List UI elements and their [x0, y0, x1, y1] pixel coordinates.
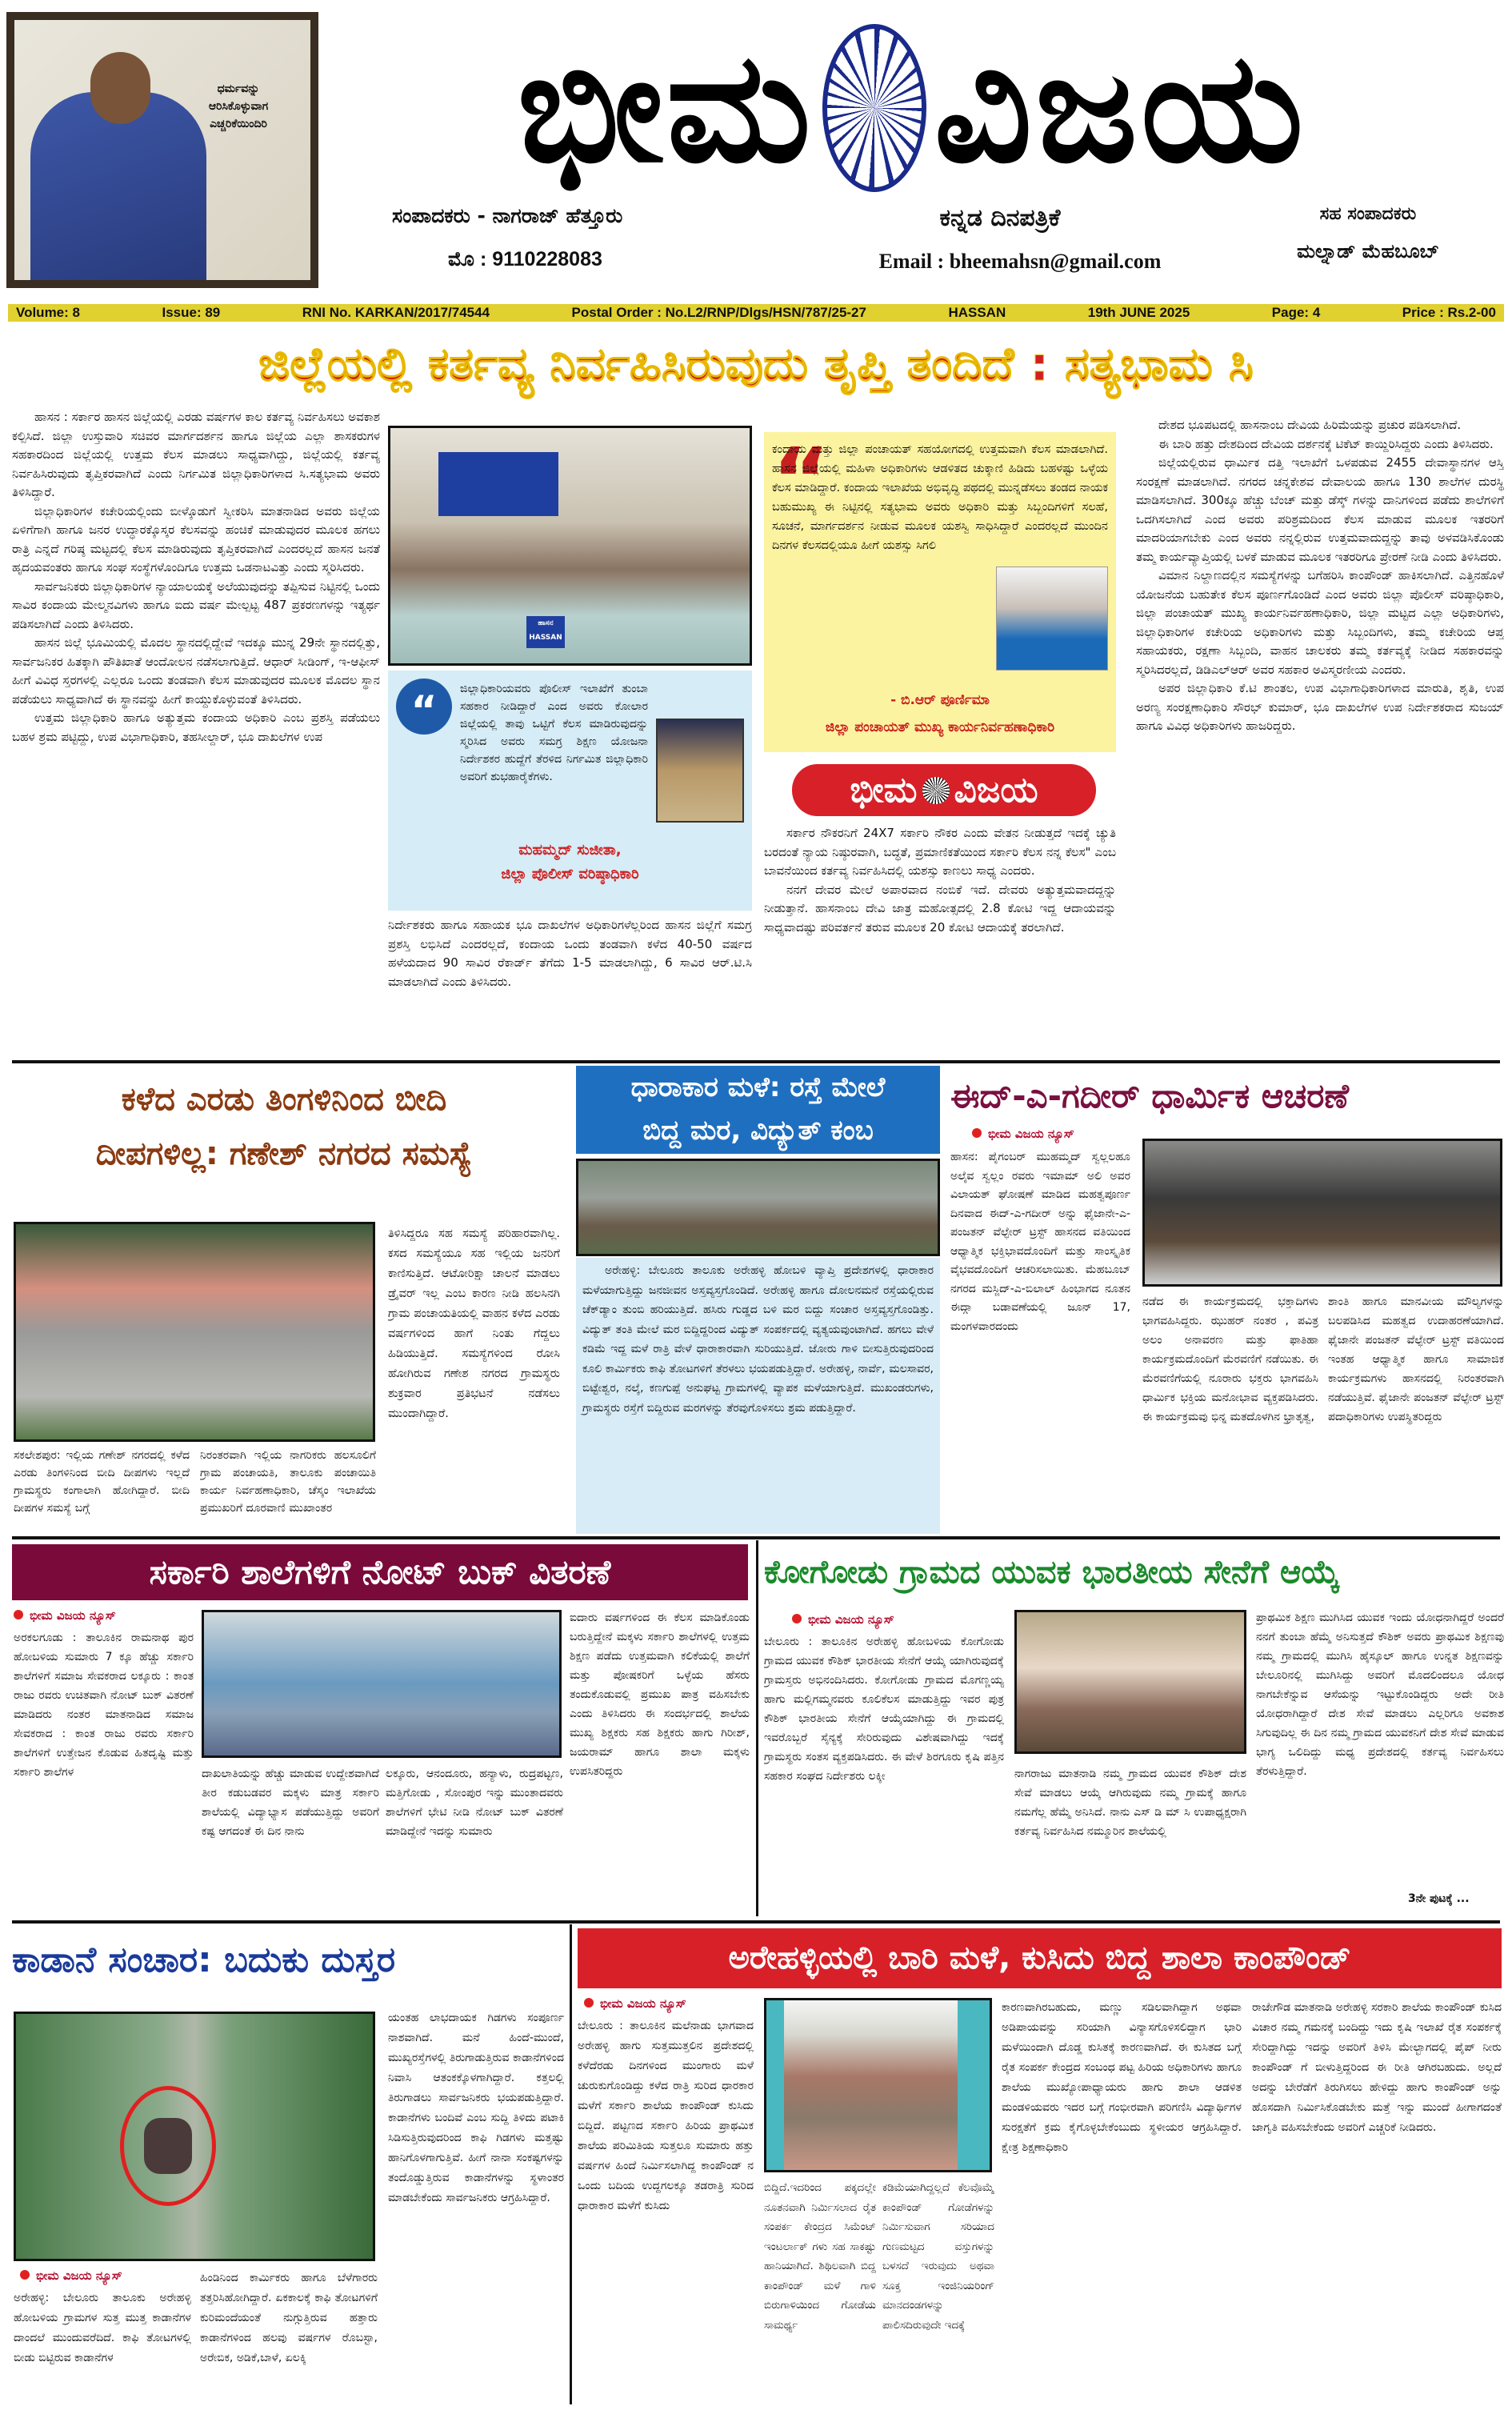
rni-number: RNI No. KARKAN/2017/74544: [302, 305, 490, 320]
lead-column-3: [764, 824, 1116, 1040]
sp-name: ಮಹಮ್ಮದ್ ಸುಜೀತಾ,: [518, 842, 622, 859]
compound-byline: [584, 1996, 768, 2011]
headline-line: ದೀಪಗಳಿಲ್ಲ: ಗಣೇಶ್ ನಗರದ ಸಮಸ್ಯೆ: [95, 1135, 473, 1172]
issue-info-bar: [8, 304, 1504, 322]
paragraph: ಅಪರ ಜಿಲ್ಲಾಧಿಕಾರಿ ಕೆ.ಟಿ ಶಾಂತಲ, ಉಪ ವಿಭಾಗಾಧಿಕಾರಿಗಳಾದ ಮಾರುತಿ, ಶೃತಿ, ಉಪ ಅರಣ್ಯ ಸಂರಕ್ಷಣಾಧಿಕಾರಿ ಸೌರಭ್ ಕುಮಾರ್, ಭೂ ದಾಖಲೆಗಳ ಉಪ ನಿರ್ದೇಶಕರಾದ ಸುಜಯ್ ಹಾಗೂ ವಿವಿಧ ಅಧಿಕಾರಿಗಳು ಹಾಜರಿದ್ದರು.: [1136, 681, 1504, 733]
byline-text: ಭೀಮ ವಿಜಯ ನ್ಯೂಸ್: [988, 1127, 1074, 1141]
lead-column-2-bottom: ನಿರ್ದೇಶಕರು ಹಾಗೂ ಸಹಾಯಕ ಭೂ ದಾಖಲೆಗಳ ಅಧಿಕಾರಿಗಳೆಲ್ಲರಿಂದ ಹಾಸನ ಜಿಲ್ಲೆಗೆ ಸಮಗ್ರ ಪ್ರಶಸ್ತಿ ಲಭಿಸಿದೆ ಎಂದರಲ್ಲದೆ, ಕಂದಾಯ ಒಂದು ತಂಡವಾಗಿ ಕಳೆದ 40-50 ವರ್ಷದ ಹಳೆಯದಾದ 90 ಸಾವಿರ ರೆಕಾರ್ಡ್ ತೆಗೆದು 1-5 ಮಾಡಲಾಗಿದ್ದು, 6 ಸಾವಿರ ಆರ್.ಟಿ.ಸಿ ಮಾಡಲಾಗಿದೆ ಎಂದು ತಿಳಿಸಿದರು.: [388, 918, 752, 989]
ceo-quote-box: [764, 429, 1116, 752]
notebook-column-3: ಲಕ್ಕೂರು, ಆನಂದೂರು, ಹನ್ಯಾಳು, ರುದ್ರಪಟ್ಟಣ, ಮತ್ತಿಗೋಡು , ಸೋಂಪುರ ಇನ್ನು ಮುಂತಾದವರು ಶಾಲೆಗಳಿಗೆ ಭೇಟಿ ನೀಡಿ ನೋಟ್ ಬುಕ್ ವಿತರಣೆ ಮಾಡಿದ್ದೇನೆ ಇದನ್ನು ಸುಮಾರು: [386, 1767, 563, 1838]
column-divider: [756, 1540, 758, 1916]
eid-column-3: ಶಾಂತಿ ಹಾಗೂ ಮಾನವೀಯ ಮೌಲ್ಯಗಳನ್ನು ಬಲಪಡಿಸಿದ ಮಹತ್ವದ ಉದಾಹರಣೆಯಾಗಿದೆ. ಫೈಜಾನೇ ಪಂಜತನ್ ವೆಲ್ಫೇರ್ ಟ್ರಸ್ಟ್ ವತಿಯಿಂದ ಇಂತಹ ಆಧ್ಯಾತ್ಮಿಕ ಹಾಗೂ ಸಾಮಾಜಿಕ ಕಾರ್ಯಕ್ರಮಗಳು ಹಾಸನದಲ್ಲಿ ನಿರಂತರವಾಗಿ ನಡೆಯುತ್ತಿವೆ. ಫೈಜಾನೇ ಪಂಜತನ್ ವೆಲ್ಫೇರ್ ಟ್ರಸ್ಟ್ ಪದಾಧಿಕಾರಿಗಳು ಉಪಸ್ಥಿತರಿದ್ದರು: [1328, 1295, 1504, 1423]
paragraph: ಜಿಲ್ಲಾಧಿಕಾರಿಗಳ ಕಚೇರಿಯಲ್ಲಿಂದು ಬೀಳ್ಕೊಡುಗೆ ಸ್ವೀಕರಿಸಿ ಮಾತನಾಡಿದ ಅವರು ಜಿಲ್ಲೆಯ ಏಳಿಗೆಗಾಗಿ ಹಾಗೂ ಜನರ ಉದ್ಧಾರಕ್ಕೊಸ್ಕರ ಕೆಲಸವನ್ನು ಹಂಚಿಕೆ ಮಾಡುವುದರ ಮೂಲಕ ಹಗಲು ರಾತ್ರಿ ಎನ್ನದೆ ಗರಿಷ್ಠ ಮಟ್ಟದಲ್ಲಿ ಕೆಲಸ ಮಾಡಿರುವುದು ತೃಪ್ತಿಕರವಾಗಿದೆ ಎಂದರಲ್ಲದೆ ಹಾಸನ ಜನತೆ ಹೃದಯವಂತರು ಹಾಗೂ ಸಂಘ ಸಂಸ್ಥೆಗಳೊಂದಿಗೂ ಉತ್ತಮ ಒಡನಾಟವಿತ್ತು ಎಂದು ಸ್ಮರಿಸಿದರು.: [12, 503, 380, 574]
portrait-head: [90, 52, 150, 124]
small-logo-part1: ಭೀಮ: [850, 770, 918, 811]
paragraph: ಸರ್ಕಾರ ನೌಕರನಿಗೆ 24X7 ಸರ್ಕಾರಿ ನೌಕರ ಎಂದು ವೇತನ ನೀಡುತ್ತದೆ ಇದಕ್ಕೆ ಚ್ಯುತಿ ಬರದಂತೆ ನ್ಯಾಯ ನಿಷ್ಠುರವಾಗಿ, ಬದ್ಧತೆ, ಪ್ರಮಾಣಿಕತೆಯಿಂದ ಸರ್ಕಾರಿ ಕೆಲಸ ನನ್ನ ಕೆಲಸ" ಎಂಬ ಬಾವನೆಯಿಂದ ಕರ್ತವ್ಯ ನಿರ್ವಹಿಸಿದಲ್ಲಿ ಯಶಸ್ಸು ಕಾಣಲು ಸಾಧ್ಯ ಎಂದರು.: [764, 826, 1116, 878]
lead-column-1: [12, 408, 380, 1040]
byline-text: ಭೀಮ ವಿಜಯ ನ್ಯೂಸ್: [600, 1996, 686, 2011]
byline-text: ಭೀಮ ವಿಜಯ ನ್ಯೂಸ್: [36, 2268, 122, 2283]
compound-column-4: ಕಾರಣವಾಗಿರಬಹುದು, ಮಣ್ಣು ಸಡಿಲವಾಗಿದ್ದಾಗ ಅಥವಾ ಅಡಿಪಾಯವನ್ನು ಸರಿಯಾಗಿ ವಿನ್ಯಾಸಗೊಳಿಸಲಿದ್ದಾಗ ಭಾರಿ ಮಳೆಯಿಂದಾಗಿ ದೊಡ್ಡ ಕುಸಿತಕ್ಕೆ ಕಾರಣವಾಗಿದೆ. ಈ ಕುಸಿತದ ಬಗ್ಗೆ ರೈತ ಸಂಪರ್ಕ ಕೇಂದ್ರದ ಸಂಬಂಧ ಪಟ್ಟ ಹಿರಿಯ ಅಧಿಕಾರಿಗಳು ಹಾಗೂ ಶಾಲೆಯ ಮುಖ್ಯೋಪಾಧ್ಯಾಯರು ಹಾಗು ಶಾಲಾ ಆಡಳಿತ ಮಂಡಳಿಯವರು ಇದರ ಬಗ್ಗೆ ಗಂಭೀರವಾಗಿ ಪರಿಗಣಿಸಿ ವಿದ್ಯಾರ್ಥಿಗಳ ಸುರಕ್ಷತೆಗೆ ಕ್ರಮ ಕೈಗೊಳ್ಳಬೇಕೆಂಬುದು ಸ್ಥಳೀಯರ ಆಗ್ರಹಿಸಿದ್ದಾರೆ. ಕ್ಷೇತ್ರ ಶಿಕ್ಷಣಾಧಿಕಾರಿ: [1002, 2001, 1242, 2154]
logo-text-part2: ವಿಜಯ: [934, 19, 1307, 196]
farewell-group-photo: [388, 426, 752, 666]
price: Price : Rs.2-00: [1402, 305, 1496, 320]
city: HASSAN: [948, 305, 1006, 320]
sp-quote-text: ಜಿಲ್ಲಾಧಿಕಾರಿಯವರು ಪೊಲೀಸ್ ಇಲಾಖೆಗೆ ತುಂಬಾ ಸಹಕಾರ ನೀಡಿದ್ದಾರೆ ಎಂದ ಅವರು ಕೋಲಾರ ಜಿಲ್ಲೆಯಲ್ಲಿ ತಾವು ಒಟ್ಟಿಗೆ ಕೆಲಸ ಮಾಡಿರುವುದನ್ನು ಸ್ಮರಿಸಿದ ಅವರು ಸಮಗ್ರ ಶಿಕ್ಷಣ ಯೋಜನಾ ನಿರ್ದೇಶಕರ ಹುದ್ದೆಗೆ ತೆರಳಿದ ನಿರ್ಗಮಿತ ಜಿಲ್ಲಾಧಿಕಾರಿ ಅವರಿಗೆ ಶುಭಹಾರೈಕೆಗಳು.: [460, 683, 648, 783]
newspaper-logo: [328, 16, 1496, 200]
phone-number: ಮೊ : 9110228083: [448, 248, 602, 270]
students-notebook-photo: [202, 1610, 562, 1758]
section-divider: [12, 1920, 1500, 1924]
bullet-icon: [972, 1128, 982, 1138]
ashoka-chakra-icon: [822, 24, 926, 192]
co-editor-name: ಮಲ್ನಾಡ್ ಮೆಹಬೂಬ್: [1297, 240, 1439, 262]
eid-headline[interactable]: ಈದ್-ಎ-ಗದೀರ್ ಧಾರ್ಮಿಕ ಆಚರಣೆ: [950, 1076, 1350, 1115]
eid-column-2: ನಡೆದ ಈ ಕಾರ್ಯಕ್ರಮದಲ್ಲಿ ಭಕ್ತಾದಿಗಳು ಭಾಗವಹಿಸಿದ್ದರು. ಝುಹರ್ ನಂತರ , ಪವಿತ್ರ ಅಲಂ ಅನಾವರಣ ಮತ್ತು ಫಾತಿಹಾ ಕಾರ್ಯಕ್ರಮದೊಂದಿಗೆ ಮೆರವಣಿಗೆ ನಡೆಯಿತು. ಈ ಮೆರವಣಿಗೆಯಲ್ಲಿ ನೂರಾರು ಭಕ್ತರು ಭಾಗವಹಿಸಿ ಧಾರ್ಮಿಕ ಭಕ್ತಿಯ ಮನೋಭಾವ ವ್ಯಕ್ತಪಡಿಸಿದರು. ಈ ಕಾರ್ಯಕ್ರಮವು ಭಿನ್ನ ಮತದೊಳಗಿನ ಭ್ರಾತೃತ್ವ,: [1142, 1295, 1318, 1423]
section-divider: [12, 1060, 1500, 1063]
paragraph: ನನಗೆ ದೇವರ ಮೇಲೆ ಅಪಾರವಾದ ನಂಬಿಕೆ ಇದೆ. ದೇವರು ಅತ್ಯುತ್ತಮವಾದದ್ದನ್ನು ನೀಡುತ್ತಾನೆ. ಹಾಸನಾಂಬ ದೇವಿ ಜಾತ್ರ ಮಹೋತ್ಸದಲ್ಲಿ 2.8 ಕೋಟಿ ಇದ್ದ ಆದಾಯವನ್ನು ಸಾಧ್ಯವಾದಷ್ಟು ಪರಿವರ್ತನೆ ತರುವ ಮೂಲಕ 20 ಕೋಟಿ ಆದಾಯಕ್ಕೆ ತರಲಾಗಿದೆ.: [764, 882, 1116, 935]
street-light-headline[interactable]: [12, 1072, 556, 1184]
quote-icon: “: [772, 429, 830, 531]
notebook-column-1: ಅರಕಲಗೂಡು : ತಾಲೂಕಿನ ರಾಮನಾಥ ಪುರ ಹೋಬಳಿಯ ಸುಮಾರು 7 ಕ್ಕೂ ಹೆಚ್ಚು ಸರ್ಕಾರಿ ಶಾಲೆಗಳಿಗೆ ಸಮಾಜ ಸೇವಕರಾದ ಲಕ್ಕೂರು : ಕಾಂತ ರಾಜು ರವರು ಉಚಿತವಾಗಿ ನೋಟ್ ಬುಕ್ ವಿತರಣೆ ಮಾಡಿದರು ನಂತರ ಮಾತನಾಡಿದ ಸಮಾಜ ಸೇವಕರಾದ : ಕಾಂತ ರಾಜು ರವರು ಸರ್ಕಾರಿ ಶಾಲೆಗಳಿಗೆ ಉತ್ತೇಜನ ಕೊಡುವ ಹಿತದೃಷ್ಟಿ ಮತ್ತು ಸರ್ಕಾರಿ ಶಾಲೆಗಳ: [14, 1631, 194, 1779]
paragraph: ಅರೇಹಳ್ಳಿ: ಬೇಲೂರು ತಾಲೂಕು ಅರೇಹಳ್ಳಿ ಹೋಬಳಿ ವ್ಯಾಪ್ತಿ ಪ್ರದೇಶಗಳಲ್ಲಿ ಧಾರಾಕಾರ ಮಳೆಯಾಗುತ್ತಿದ್ದು ಜನಜೀವನ ಅಸ್ತವ್ಯಸ್ತಗೊಂಡಿದೆ. ಅರೇಹಳ್ಳಿ ಹಾಗೂ ದೋಲನಮನೆ ರಸ್ತೆಯಲ್ಲಿರುವ ಚೆಕ್‌ಡ್ಯಾಂ ತುಂಬಿ ಹರಿಯುತ್ತಿದೆ. ಹಸಿರು ಗುಡ್ಡದ ಬಳಿ ಮರ ಬಿದ್ದು ಸಂಚಾರ ಅಸ್ತವ್ಯಸ್ತಗೊಂಡಿತ್ತು. ವಿದ್ಯುತ್ ತಂತಿ ಮೇಲೆ ಮರ ಬಿದ್ದಿದ್ದರಿಂದ ವಿದ್ಯುತ್ ಸಂಪರ್ಕದಲ್ಲಿ ವ್ಯತ್ಯಯವುಂಟಾಗಿದೆ. ಹಗಲು ವೇಳೆ ಕಡಿಮೆ ಇದ್ದ ಮಳೆ ರಾತ್ರಿ ವೇಳೆ ಧಾರಾಕಾರವಾಗಿ ಸುರಿಯುತ್ತಿದೆ. ಜೋರು ಗಾಳಿ ಬೀಸುತ್ತಿರುವುದರಿಂದ ಕೂಲಿ ಕಾರ್ಮಿಕರು ಕಾಫಿ ತೋಟಗಳಿಗೆ ತೆರಳಲು ಭಯಪಡುತ್ತಿದ್ದಾರೆ. ಅರೇಹಳ್ಳಿ, ನಾರ್ವೆ, ಮಲಸಾವರ, ಬಿಟ್ಟೇಶ್ವರ, ನಲ್ಕೆ, ಕಣಗುಪ್ಪೆ ಅನುಘಟ್ಟ ಗ್ರಾಮಗಳಲ್ಲಿ ವ್ಯಾಪಕ ಮಳೆಯಾಗುತ್ತಿದೆ. ಮುಖಂಡರುಗಳು, ಗ್ರಾಮಸ್ಥರು ರಸ್ತೆಗೆ ಬಿದ್ದಿರುವ ಮರಗಳನ್ನು ತೆರವುಗೊಳಿಸಲು ಶ್ರಮ ಪಡುತ್ತಿದ್ದಾರೆ.: [582, 1264, 934, 1415]
small-logo-badge: [792, 764, 1096, 816]
compound-column-3: ಕಡಿಮೆಯಾಗಿದ್ದಲ್ಲದೆ ಕೆಲವೊಮ್ಮೆ ಕಾಂಪೌಂಡ್ ಗೋಡೆಗಳನ್ನು ನಿರ್ಮಿಸುವಾಗ ಸರಿಯಾದ ಗುಣಮಟ್ಟದ ವಸ್ತುಗಳನ್ನು ಬಳಸದೆ ಇರುವುದು ಅಥವಾ ಸೂಕ್ತ ಇಂಜಿನಿಯರಿಂಗ್ ಮಾನದಂಡಗಳನ್ನು ಪಾಲಿಸದಿರುವುದೇ ಇದಕ್ಕೆ: [882, 2181, 994, 2332]
compound-headline[interactable]: ಅರೇಹಳ್ಳಿಯಲ್ಲಿ ಬಾರಿ ಮಳೆ, ಕುಸಿದು ಬಿದ್ದ ಶಾಲಾ ಕಾಂಪೌಂಡ್: [578, 1928, 1502, 1988]
compound-column-5: ರಾಜೇಗೌಡ ಮಾತನಾಡಿ ಅರೇಹಳ್ಳಿ ಸರಕಾರಿ ಶಾಲೆಯ ಕಾಂಪೌಂಡ್ ಕುಸಿದ ವಿಚಾರ ನಮ್ಮ ಗಮನಕ್ಕೆ ಬಂದಿದ್ದು ಇದು ಕೃಷಿ ಇಲಾಖೆ ರೈತ ಸಂಪರ್ಕಕ್ಕೆ ಸೇರಿದ್ದಾಗಿದ್ದು ಇದನ್ನು ಅವರಿಗೆ ತಿಳಿಸಿ ಮೇಲ್ಭಾಗದಲ್ಲಿ ಪೈಪ್ ನೀರು ಕಾಂಪೌಂಡ್ ಗೆ ಬೀಳುತ್ತಿದ್ದರಿಂದ ಈ ರೀತಿ ಆಗಿರಬಹುದು. ಅಲ್ಲದೆ ಅದನ್ನು ಬೇರೆಡೆಗೆ ತಿರುಗಿಸಲು ಹೇಳಿದ್ದು ಹಾಗು ಕಾಂಪೌಂಡ್ ಅನ್ನು ಹೊಸದಾಗಿ ನಿರ್ಮಿಸಿಕೊಡಬೇಕು ಮತ್ತೆ ಇನ್ನು ಮುಂದೆ ಹೀಗಾಗದಂತೆ ಜಾಗೃತಿ ವಹಿಸಬೇಕೆಂದು ಅವರಿಗೆ ಎಚ್ಚರಿಕೆ ನೀಡಿದರು.: [1252, 2001, 1502, 2134]
street-column-2: ನಿರಂತರವಾಗಿ ಇಲ್ಲಿಯ ನಾಗರಿಕರು ಹಲಸೂಲಿಗೆ ಗ್ರಾಮ ಪಂಚಾಯತಿ, ತಾಲೂಕು ಪಂಚಾಯಿತಿ ಕಾರ್ಯ ನಿರ್ವಹಣಾಧಿಕಾರಿ, ಚೆಸ್ಕಂ ಇಲಾಖೆಯ ಪ್ರಮುಖರಿಗೆ ದೂರವಾಣಿ ಮುಖಾಂತರ: [200, 1449, 376, 1515]
logo-text-part1: ಭೀಮ: [517, 19, 814, 196]
fallen-tree-photo: [576, 1159, 940, 1256]
byline-text: ಭೀಮ ವಿಜಯ ನ್ಯೂಸ್: [30, 1608, 116, 1623]
email-address[interactable]: Email : bheemahsn@gmail.com: [878, 250, 1162, 273]
quote-icon: “: [396, 679, 452, 735]
army-recruit-photo: [1014, 1610, 1246, 1754]
lead-headline[interactable]: ಜಿಲ್ಲೆಯಲ್ಲಿ ಕರ್ತವ್ಯ ನಿರ್ವಹಿಸಿರುವುದು ತೃಪ್ತಿ ತಂದಿದೆ : ಸತ್ಯಭಾಮ ಸಿ: [258, 337, 1254, 391]
section-divider: [12, 1536, 1500, 1539]
ceo-title: ಜಿಲ್ಲಾ ಪಂಚಾಯತ್ ಮುಖ್ಯ ಕಾರ್ಯನಿರ್ವಹಣಾಧಿಕಾರಿ: [825, 719, 1055, 735]
volume: Volume: 8: [16, 305, 80, 320]
compound-column-2: ಬಿದ್ದಿದೆ.ಇದರಿಂದ ಪಕ್ಕದಲ್ಲೇ ನೂತನವಾಗಿ ನಿರ್ಮಿಸಲಾದ ರೈತ ಸಂಪರ್ಕ ಕೇಂದ್ರದ ಸಿಮೆಂಟ್ ಇಂಟರ್ಲಾಕ್ ಗಳು ಸಹ ಸಾಕಷ್ಟು ಹಾನಿಯಾಗಿದೆ. ಶಿಥಿಲವಾಗಿ ಬಿದ್ದ ಕಾಂಪೌಂಡ್ ಮಳೆ ಗಾಳಿ ಬಿರುಗಾಳಿಯಿಂದ ಗೋಡೆಯ ಸಾಮರ್ಥ್ಯ: [764, 2181, 876, 2332]
wall-right: [958, 2000, 990, 2170]
paragraph: ಸಾರ್ವಜನಿಕರು ಜಿಲ್ಲಾಧಿಕಾರಿಗಳ ನ್ಯಾಯಾಲಯಕ್ಕೆ ಅಲೆಯುವುದನ್ನು ತಪ್ಪಿಸುವ ನಿಟ್ಟಿನಲ್ಲಿ ಒಂದು ಸಾವಿರ ಕಂದಾಯ ಮೇಲ್ಮನವಿಗಳು ಹಾಗೂ ಐದು ವರ್ಷ ಮೇಲ್ಪಟ್ಟ 487 ಪ್ರಕರಣಗಳನ್ನು ಇತ್ಯರ್ಥ ಪಡಿಸಲಾಗಿದೆ ಎಂದು ತಿಳಿಸಿದರು.: [12, 578, 380, 631]
headline-line: ಧಾರಾಕಾರ ಮಳೆ: ರಸ್ತೆ ಮೇಲೆ: [630, 1071, 886, 1103]
elephant-photo: [14, 2012, 375, 2261]
rain-body: [576, 1258, 940, 1534]
postal-order: Postal Order : No.L2/RNP/Dlgs/HSN/787/25-27: [571, 305, 866, 320]
bullet-icon: [14, 1610, 23, 1619]
tagline: ಕನ್ನಡ ದಿನಪತ್ರಿಕೆ: [939, 204, 1061, 232]
headline-line: ಬಿದ್ದ ಮರ, ವಿದ್ಯುತ್ ಕಂಬ: [642, 1115, 874, 1147]
army-column-3: ಪ್ರಾಥಮಿಕ ಶಿಕ್ಷಣ ಮುಗಿಸಿದ ಯುವಕ ಇಂದು ಯೋಧನಾಗಿದ್ದರೆ ಅಂದರೆ ನನಗೆ ತುಂಬಾ ಹೆಮ್ಮೆ ಅನಿಸುತ್ತದೆ ಕೌಶಿಕ್ ಅವರು ಪ್ರಾಥಮಿಕ ಶಿಕ್ಷಣವು ನಮ್ಮ ಗ್ರಾಮದಲ್ಲಿ ಮುಗಿಸಿ ಹೈಸ್ಕೂಲ್ ಹಾಗೂ ಉನ್ನತ ಶಿಕ್ಷಣವನ್ನು ಬೇಲೂರಿನಲ್ಲಿ ಮುಗಿಸಿದ್ದು ಅವರಿಗೆ ಮೊದಲಿಂದಲೂ ಯೋಧ ನಾಗಬೇಕೆನ್ನುವ ಆಸೆಯನ್ನು ಇಟ್ಟುಕೊಂಡಿದ್ದರು ಅದೇ ರೀತಿ ಯೋಧರಾಗಿದ್ದಾರೆ ದೇಶ ಸೇವೆ ಮಾಡಲು ಎಲ್ಲರಿಗೂ ಅವಕಾಶ ಸಿಗುವುದಿಲ್ಲ ಈ ದಿನ ನಮ್ಮ ಗ್ರಾಮದ ಯುವಕನಿಗೆ ದೇಶ ಸೇವೆ ಮಾಡುವ ಭಾಗ್ಯ ಒಲಿದಿದ್ದು ಮಧ್ಯ ಪ್ರದೇಶದಲ್ಲಿ ಕರ್ತವ್ಯ ನಿರ್ವಹಿಸಲು ತೆರಳುತ್ತಿದ್ದಾರೆ.: [1256, 1611, 1504, 1778]
eid-column-1: ಹಾಸನ: ಪೈಗಂಬರ್ ಮುಹಮ್ಮದ್ ಸ್ವಲ್ಲಲಹೂ ಅಲೈವ ಸ್ವಲ್ಲಂ ರವರು ಇಮಾಮ್ ಅಲಿ ಅವರ ವಿಲಾಯತ್ ಘೋಷಣೆ ಮಾಡಿದ ಮಹತ್ವಪೂರ್ಣ ದಿನವಾದ ಈದ್-ಎ-ಗದೀರ್ ಅನ್ನು ಫೈಜಾನೇ-ಎ-ಪಂಜತನ್ ವೆಲ್ಫೇರ್ ಟ್ರಸ್ಟ್ ಹಾಸನದ ವತಿಯಿಂದ ಆಧ್ಯಾತ್ಮಿಕ ಭಕ್ತಿಭಾವದೊಂದಿಗೆ ಮತ್ತು ಸಾಂಸ್ಕೃತಿಕ ವೈಭವದೊಂದಿಗೆ ಆಚರಿಸಲಾಯಿತು. ಮೆಹಬೂಬ್ ನಗರದ ಮಸ್ಜಿದ್-ಎ-ಬಿಲಾಲ್ ಹಿಂಭಾಗದ ನೂತನ ಈದ್ಗಾ ಬಡಾವಣೆಯಲ್ಲಿ ಜೂನ್ 17, ಮಂಗಳವಾರದಂದು: [950, 1151, 1130, 1333]
headline-line: ಕಳೆದ ಎರಡು ತಿಂಗಳಿನಿಂದ ಬೀದಿ: [121, 1081, 447, 1118]
sp-portrait: [656, 719, 744, 823]
paragraph: ಹಾಸನ ಜಿಲ್ಲೆ ಭೂಮಿಯಲ್ಲಿ ಮೊದಲ ಸ್ಥಾನದಲ್ಲಿದ್ದೇವೆ ಇದಕ್ಕೂ ಮುನ್ನ 29ನೇ ಸ್ಥಾನದಲ್ಲಿತ್ತು, ಸಾರ್ವಜನಿಕರ ಹಿತಕ್ಕಾಗಿ ಪೌತಿಖಾತೆ ಆಂದೋಲನ ನಡೆಸಲಾಗುತ್ತಿದೆ. ಆಧಾರ್ ಸೀಡಿಂಗ್, ಇ-ಆಫೀಸ್ ಹೀಗೆ ವಿವಿಧ ಸ್ತರಗಳಲ್ಲಿ ಎಲ್ಲರೂ ಒಂದು ತಂಡವಾಗಿ ಕೆಲಸ ಮಾಡುವುದರ ಮೂಲಕ ಮೊದಲ ಸ್ಥಾನ ಪಡೆಯಲು ಸಾಧ್ಯವಾಗಿದೆ ಈ ಸ್ಥಾನವನ್ನು ಹೀಗೆ ಕಾಯ್ದುಕೊಳ್ಳುವಂತೆ ತಿಳಿಸಿದರು.: [12, 635, 380, 707]
elephant-column-3: ಯಂತಹ ಲಾಭದಾಯಕ ಗಿಡಗಳು ಸಂಪೂರ್ಣ ನಾಶವಾಗಿದೆ. ಮನೆ ಹಿಂದೆ-ಮುಂದೆ, ಮುಖ್ಯರಸ್ತೆಗಳಲ್ಲಿ ತಿರುಗಾಡುತ್ತಿರುವ ಕಾಡಾನೆಗಳಿಂದ ನಿವಾಸಿ ಆತಂಕಕ್ಕೊಳಗಾಗಿದ್ದಾರೆ. ಕತ್ತಲಲ್ಲಿ ತಿರುಗಾಡಲು ಸಾರ್ವಜನಿಕರು ಭಯಪಡುತ್ತಿದ್ದಾರೆ. ಕಾಡಾನೆಗಳು ಬಂದಿವೆ ಎಂಬ ಸುದ್ದಿ ತಿಳಿದು ಪಟಾಕಿ ಸಿಡಿಸುತ್ತಿರುವುದರಿಂದ ಕಾಫಿ ಗಿಡಗಳು ಮತ್ತಷ್ಟು ಹಾನಿಗೊಳಗಾಗುತ್ತಿವೆ. ಹೀಗೆ ನಾನಾ ಸಂಕಷ್ಟಗಳನ್ನು ತಂದೊಡ್ಡುತ್ತಿರುವ ಕಾಡಾನೆಗಳನ್ನು ಸ್ಥಳಾಂತರ ಮಾಡಬೇಕೆಂದು ಸಾರ್ವಜನಿಕರು ಆಗ್ರಹಿಸಿದ್ದಾರೆ.: [388, 2012, 564, 2204]
co-editor-label: ಸಹ ಸಂಪಾದಕರು: [1319, 204, 1417, 224]
army-headline[interactable]: ಕೋಗೋಡು ಗ್ರಾಮದ ಯುವಕ ಭಾರತೀಯ ಸೇನೆಗೆ ಆಯ್ಕೆ: [764, 1554, 1340, 1591]
quote-line: ಆರಿಸಿಕೊಳ್ಳುವಾಗ: [208, 100, 269, 113]
paragraph: ದೇಶದ ಭೂಪಟದಲ್ಲಿ ಹಾಸನಾಂಬ ದೇವಿಯ ಹಿರಿಮೆಯನ್ನು ಪ್ರಚುರ ಪಡಿಸಲಾಗಿದೆ.: [1158, 418, 1462, 432]
notebook-byline: [14, 1608, 198, 1623]
army-byline: [792, 1612, 976, 1627]
quote-line: ಎಚ್ಚರಿಕೆಯಿಂದಿರಿ: [210, 118, 267, 130]
quote-line: ಧರ್ಮವನ್ನು: [217, 82, 260, 95]
small-logo-part2: ವಿಜಯ: [954, 770, 1038, 811]
wall-left: [766, 2000, 784, 2170]
sp-title: ಜಿಲ್ಲಾ ಪೊಲೀಸ್ ವರಿಷ್ಠಾಧಿಕಾರಿ: [501, 866, 639, 883]
notebook-column-4: ಐದಾರು ವರ್ಷಗಳಿಂದ ಈ ಕೆಲಸ ಮಾಡಿಕೊಂಡು ಬರುತ್ತಿದ್ದೇನೆ ಮಕ್ಕಳು ಸರ್ಕಾರಿ ಶಾಲೆಗಳಲ್ಲಿ ಉತ್ತಮ ಶಿಕ್ಷಣ ಪಡೆದು ಉತ್ತಮವಾಗಿ ಕಲಿಕೆಯಲ್ಲಿ ಶಾಲೆಗೆ ಮತ್ತು ಪೋಷಕರಿಗೆ ಒಳ್ಳೆಯ ಹೆಸರು ತಂದುಕೊಡುವಲ್ಲಿ ಪ್ರಮುಖ ಪಾತ್ರ ವಹಿಸಬೇಕು ಎಂದು ತಿಳಿಸಿದರು ಈ ಸಂದರ್ಭದಲ್ಲಿ ಶಾಲೆಯ ಮುಖ್ಯ ಶಿಕ್ಷಕರು ಸಹ ಶಿಕ್ಷಕರು ಹಾಗು ಗಿರೀಶ್, ಜಯರಾಮ್ ಹಾಗೂ ಶಾಲಾ ಮಕ್ಕಳು ಉಪಸಿತರಿದ್ದರು: [570, 1611, 750, 1778]
army-column-2: ನಾಗರಾಜು ಮಾತನಾಡಿ ನಮ್ಮ ಗ್ರಾಮದ ಯುವಕ ಕೌಶಿಕ್ ದೇಶ ಸೇವೆ ಮಾಡಲು ಆಯ್ಕೆ ಆಗಿರುವುದು ನಮ್ಮ ಗ್ರಾಮಕ್ಕೆ ಹಾಗೂ ನಮಗೆಲ್ಲ ಹೆಮ್ಮೆ ಅನಿಸಿದೆ. ನಾನು ಎಸ್ ಡಿ ಮ್ ಸಿ ಉಪಾಧ್ಯಕ್ಷರಾಗಿ ಕರ್ತವ್ಯ ನಿರ್ವಹಿಸಿದ ನಮ್ಮೂರಿನ ಶಾಲೆಯಲ್ಲಿ: [1014, 1767, 1246, 1838]
street-column-1: ಸಕಲೇಶಪುರ: ಇಲ್ಲಿಯ ಗಣೇಶ್ ನಗರದಲ್ಲಿ ಕಳೆದ ಎರಡು ತಿಂಗಳಿನಿಂದ ಬೀದಿ ದೀಪಗಳು ಇಲ್ಲದೆ ಗ್ರಾಮಸ್ಥರು ಕಂಗಾಲಾಗಿ ಹೋಗಿದ್ದಾರೆ. ಬೀದಿ ದೀಪಗಳ ಸಮಸ್ಯೆ ಬಗ್ಗೆ: [14, 1449, 190, 1515]
ceo-name: - ಬಿ.ಆರ್ ಪೂರ್ಣಿಮಾ: [890, 692, 990, 708]
notebook-column-2: ದಾಖಲಾತಿಯನ್ನು ಹೆಚ್ಚು ಮಾಡುವ ಉದ್ದೇಶವಾಗಿದೆ ತೀರ ಕಡುಬಡವರ ಮಕ್ಕಳು ಮಾತ್ರ ಸರ್ಕಾರಿ ಶಾಲೆಯಲ್ಲಿ ವಿದ್ಯಾಭ್ಯಾಸ ಪಡೆಯುತ್ತಿದ್ದು ಅವರಿಗೆ ಕಷ್ಟ ಆಗದಂತೆ ಈ ದಿನ ನಾನು: [202, 1767, 379, 1838]
street-column-3: ತಿಳಿಸಿದ್ದರೂ ಸಹ ಸಮಸ್ಯೆ ಪರಿಹಾರವಾಗಿಲ್ಲ. ಕಸದ ಸಮಸ್ಯೆಯೂ ಸಹ ಇಲ್ಲಿಯ ಜನರಿಗೆ ಕಾಣಿಸುತ್ತಿದೆ. ಆಟೋರಿಕ್ಷಾ ಚಾಲನೆ ಮಾಡಲು ಡ್ರೈವರ್ ಇಲ್ಲ ಎಂಬ ಕಾರಣ ನೀಡಿ ಹಲಸಿನಗಿ ಗ್ರಾಮ ಪಂಚಾಯತಿಯಲ್ಲಿ ವಾಹನ ಕಳೆದ ಎರಡು ವರ್ಷಗಳಿಂದ ಹಾಗೆ ನಿಂತು ಗೆದ್ದಲು ಹಿಡಿಯುತ್ತಿದೆ. ಸಮಸ್ಯೆಗಳಿಂದ ರೋಸಿ ಹೋಗಿರುವ ಗಣೇಶ ನಗರದ ಗ್ರಾಮಸ್ಥರು ಶುಕ್ರವಾರ ಪ್ರತಿಭಟನೆ ನಡೆಸಲು ಮುಂದಾಗಿದ್ದಾರೆ.: [388, 1227, 560, 1420]
office-board: [438, 452, 558, 516]
paragraph: ವಿಮಾನ ನಿಲ್ದಾಣದಲ್ಲಿನ ಸಮಸ್ಯೆಗಳನ್ನು ಬಗೆಹರಿಸಿ ಕಾಂಪೌಂಡ್ ಹಾಕಿಸಲಾಗಿದೆ. ಎತ್ತಿನಹೊಳೆ ಯೋಜನೆಯ ಬಹುತೇಕ ಕೆಲಸ ಪೂರ್ಣಗೊಂಡಿದೆ ಎಂದ ಅವರು ಜಿಲ್ಲಾ ಪೊಲೀಸ್ ವರಿಷ್ಠಾಧಿಕಾರಿ, ಜಿಲ್ಲಾ ಪಂಚಾಯತ್ ಮುಖ್ಯ ಕಾರ್ಯನಿರ್ವಹಣಾಧಿಕಾರಿ, ಜಿಲ್ಲಾ ಮಟ್ಟದ ಎಲ್ಲಾ ಅಧಿಕಾರಿಗಳು, ಜಿಲ್ಲಾಧಿಕಾರಿಗಳ ಕಚೇರಿಯ ಅಧಿಕಾರಿಗಳು ಮತ್ತು ಸಿಬ್ಬಂದಿಗಳು, ತಮ್ಮ ಕಚೇರಿಯ ಆಪ್ತ ಸಹಾಯಕರು, ರಕ್ಷಣಾ ಸಿಬ್ಬಂದಿ, ವಾಹನ ಚಾಲಕರು ತಮ್ಮ ಕರ್ತವ್ಯಕ್ಕೆ ನೀಡಿದ ಸಹಕಾರವನ್ನು ಸ್ಮರಿಸಿದರಲ್ಲದೆ, ಡಿಡಿಎಲ್ಆರ್ ಅವರ ಸಹಕಾರ ಅವಿಸ್ಮರಣೀಯ ಎಂದರು.: [1136, 568, 1504, 677]
street-road-photo: [14, 1222, 375, 1442]
bullet-icon: [20, 2270, 30, 2280]
paragraph: ಹಾಸನ : ಸರ್ಕಾರ ಹಾಸನ ಜಿಲ್ಲೆಯಲ್ಲಿ ಎರಡು ವರ್ಷಗಳ ಕಾಲ ಕರ್ತವ್ಯ ನಿರ್ವಹಿಸಲು ಅವಕಾಶ ಕಲ್ಪಿಸಿದೆ. ಜಿಲ್ಲಾ ಉಸ್ತುವಾರಿ ಸಚಿವರ ಮಾರ್ಗದರ್ಶನ ಹಾಗೂ ಜಿಲ್ಲೆಯ ಎಲ್ಲಾ ಶಾಸಕರುಗಳ ಸಹಕಾರದಿಂದ ಜಿಲ್ಲೆಯಲ್ಲಿ ಉತ್ತಮ ಕೆಲಸ ಮಾಡಲು ಸಾಧ್ಯವಾಗಿದ್ದು, ಜಿಲ್ಲೆಯಲ್ಲಿ ಕರ್ತವ್ಯ ನಿರ್ವಹಿಸಿರುವುದು ತೃಪ್ತಿಕರವಾಗಿದೆ ಎಂದು ನಿರ್ಗಮಿತ ಜಿಲ್ಲಾಧಿಕಾರಿಗಳಾದ ಸಿ.ಸತ್ಯಭಾಮ ಅವರು ತಿಳಿಸಿದ್ದಾರೆ.: [12, 410, 380, 499]
sp-attribution: [396, 839, 744, 887]
portrait-quote: [178, 80, 298, 133]
column-divider: [570, 1924, 572, 2404]
bullet-icon: [584, 1998, 594, 2008]
byline-text: ಭೀಮ ವಿಜಯ ನ್ಯೂಸ್: [808, 1612, 894, 1627]
collapsed-compound-photo: [764, 1998, 992, 2172]
army-column-1: ಬೇಲೂರು : ತಾಲೂಕಿನ ಅರೇಹಳ್ಳಿ ಹೋಬಳಿಯ ಕೋಗೋಡು ಗ್ರಾಮದ ಯುವಕ ಕೌಶಿಕ್ ಭಾರತೀಯ ಸೇನೆಗೆ ಆಯ್ಕೆ ಯಾಗಿರುವುದಕ್ಕೆ ಗ್ರಾಮಸ್ತರು ಅಭಿನಂದಿಸಿದರು. ಕೋಗೋಡು ಗ್ರಾಮದ ಮೊಗಣ್ಣಯ್ಯ ಹಾಗು ಮಲ್ಲಿಗಮ್ಮನವರು ಕೂಲಿಕೆಲಸ ಮಾಡುತ್ತಿದ್ದು ಇವರ ಪುತ್ರ ಕೌಶಿಕ್ ಭಾರತೀಯ ಸೇನೆಗೆ ಆಯ್ಕೆಯಾಗಿದ್ದು ಈ ಗ್ರಾಮದಲ್ಲಿ ಇವರೊಬ್ಬರೆ ಸೈನ್ಯಕ್ಕೆ ಸೇರಿರುವುದು ವಿಶೇಷವಾಗಿದ್ದು ಇದಕ್ಕೆ ಗ್ರಾಮಸ್ಥರು ಸಂತಸ ವ್ಯಕ್ತಪಡಿಸಿದರು. ಈ ವೇಳೆ ಶಿರಗೂರು ಕೃಷಿ ಪತ್ತಿನ ಸಹಕಾರ ಸಂಘದ ನಿರ್ದೇಶರು ಲಕ್ಕೀ: [764, 1635, 1004, 1783]
compound-column-1: ಬೇಲೂರು : ತಾಲೂಕಿನ ಮಲೆನಾಡು ಭಾಗವಾದ ಅರೇಹಳ್ಳಿ ಹಾಗು ಸುತ್ತಮುತ್ತಲಿನ ಪ್ರದೇಶದಲ್ಲಿ ಕಳೆದೆರಡು ದಿನಗಳಿಂದ ಮುಂಗಾರು ಮಳೆ ಚುರುಕುಗೊಂಡಿದ್ದು ಕಳೆದ ರಾತ್ರಿ ಸುರಿದ ಧಾರಕಾರ ಮಳೆಗೆ ಸರ್ಕಾರಿ ಶಾಲೆಯ ಕಾಂಪೌಂಡ್ ಕುಸಿದು ಬಿದ್ದಿದೆ. ಪಟ್ಟಣದ ಸರ್ಕಾರಿ ಹಿರಿಯ ಪ್ರಾಥಮಿಕ ಶಾಲೆಯ ಪರಿಮಿತಿಯ ಸುತ್ತಲೂ ಸುಮಾರು ಹತ್ತು ವರ್ಷಗಳ ಹಿಂದೆ ನಿರ್ಮಿಸಲಾಗಿದ್ದ ಕಾಂಪೌಂಡ್ ನ ಒಂದು ಬದಿಯ ಉದ್ದಗಲಕ್ಕೂ ತಡರಾತ್ರಿ ಸುರಿದ ಧಾರಾಕಾರ ಮಳೆಗೆ ಕುಸಿದು: [578, 2020, 754, 2212]
hassan-sign: ಹಾಸನ HASSAN: [526, 616, 565, 648]
notebook-headline[interactable]: ಸರ್ಕಾರಿ ಶಾಲೆಗಳಿಗೆ ನೋಟ್ ಬುಕ್ ವಿತರಣೆ: [12, 1544, 748, 1600]
sp-quote-box: [388, 671, 752, 911]
ceo-attribution: [764, 687, 1116, 741]
paragraph: ಜಿಲ್ಲೆಯಲ್ಲಿರುವ ಧಾರ್ಮಿಕ ದತ್ತಿ ಇಲಾಖೆಗೆ ಒಳಪಡುವ 2455 ದೇವಾಸ್ಥಾನಗಳ ಆಸ್ತಿ ಸಂರಕ್ಷಣೆ ಮಾಡಲಾಗಿದೆ. ನಗರದ ಚನ್ನಕೇಶವ ದೇವಾಲಯ ಹಾಗೂ 130 ಶಾಲೆಗಳ ದುರಸ್ಥಿ ಮಾಡಿಸಲಾಗಿದೆ. 300ಕ್ಕೂ ಹೆಚ್ಚು ಬೆಂಚ್ ಮತ್ತು ಡೆಸ್ಕ್ ಗಳನ್ನು ದಾನಿಗಳಿಂದ ಪಡೆದು ಶಾಲೆಗಳಿಗೆ ಒದಗಿಸಲಾಗಿದೆ ಎಂದ ಅವರು ಪರಿಶ್ರಮದಿಂದ ಕೆಲಸ ಮಾಡುವ ಮೂಲಕ ಇತರರಿಗೆ ಮಾದರಿಯಾಗಬೇಕು ಎಂದ ಅವರು ನನ್ನಲ್ಲಿರುವ ಉತ್ತಮವಾದುದ್ದನ್ನು ತಾವು ಅಳವಡಿಸಿಕೊಂಡು ತಮ್ಮ ಕಾರ್ಯವ್ಯಾಪ್ತಿಯಲ್ಲಿ ಬಳಕೆ ಮಾಡುವ ಮೂಲಕ ಇತರರಿಗೂ ಪ್ರೇರಣೆ ನೀಡಿ ಎಂದು ತಿಳಿಸಿದರು.: [1136, 455, 1504, 564]
editor-line: ಸಂಪಾದಕರು - ನಾಗರಾಜ್ ಹೆತ್ತೂರು: [392, 204, 623, 227]
bullet-icon: [792, 1614, 802, 1623]
ceo-quote-text: ಕಂದಾಯ ಮತ್ತು ಜಿಲ್ಲಾ ಪಂಚಾಯತ್ ಸಹಯೋಗದಲ್ಲಿ ಉತ್ತಮವಾಗಿ ಕೆಲಸ ಮಾಡಲಾಗಿದೆ. ಹಾಸನ ಜಿಲ್ಲೆಯಲ್ಲಿ ಮಹಿಳಾ ಅಧಿಕಾರಿಗಳು ಆಡಳಿತದ ಚುಕ್ಕಾಣಿ ಹಿಡಿದು ಬಹಳಷ್ಟು ಒಳ್ಳೆಯ ಕೆಲಸ ಮಾಡಿದ್ದಾರೆ. ಕಂದಾಯ ಇಲಾಖೆಯ ಅಭಿವೃದ್ಧಿ ಪಥದಲ್ಲಿ ಮುನ್ನಡೆಸಲು ತಂಡದ ನಾಯಕ ಬಹುಮುಖ್ಯ ಈ ನಿಟ್ಟಿನಲ್ಲಿ ಸತ್ಯಭಾಮ ಅವರು ಅಧಿಕಾರಿ ಮತ್ತು ಸಿಬ್ಬಂದಿಗಳಿಗೆ ಸಲಹೆ, ಸೂಚನೆ, ಮಾರ್ಗದರ್ಶನ ನೀಡುವ ಮೂಲಕ ಯಶಸ್ವಿ ಸಾಧಿಸಿದ್ದಾರೆ ಎಂದರಲ್ಲದೆ ಮುಂದಿನ ದಿನಗಳ ಕೆಲಸದಲ್ಲಿಯೂ ಹೀಗೆ ಯಶಸ್ಸು ಸಿಗಲಿ: [772, 443, 1108, 552]
ambedkar-portrait: [6, 12, 318, 288]
issue: Issue: 89: [162, 305, 221, 320]
elephant-column-1: ಅರೇಹಳ್ಳಿ: ಬೇಲೂರು ತಾಲೂಕು ಅರೇಹಳ್ಳಿ ಹೋಬಳಿಯ ಗ್ರಾಮಗಳ ಸುತ್ತ ಮುತ್ತ ಕಾಡಾನೆಗಳ ದಾಂದಲೆ ಮುಂದುವರೆದಿದೆ. ಕಾಫಿ ತೋಟಗಳಲ್ಲಿ ಬೀಡು ಬಿಟ್ಟಿರುವ ಕಾಡಾನೆಗಳ: [14, 2292, 191, 2364]
paragraph: ಉತ್ತಮ ಜಿಲ್ಲಾಧಿಕಾರಿ ಹಾಗೂ ಅತ್ಯುತ್ತಮ ಕಂದಾಯ ಅಧಿಕಾರಿ ಎಂಬ ಪ್ರಶಸ್ತಿ ಪಡೆಯಲು ಬಹಳ ಶ್ರಮ ಪಟ್ಟಿದ್ದು, ಉಪ ವಿಭಾಗಾಧಿಕಾರಿ, ತಹಸೀಲ್ದಾರ್, ಭೂ ದಾಖಲೆಗಳ ಉಪ: [12, 711, 380, 744]
paragraph: ಈ ಬಾರಿ ಹತ್ತು ದೇಶದಿಂದ ದೇವಿಯ ದರ್ಶನಕ್ಕೆ ಟಿಕೆಟ್ ಕಾಯ್ದಿರಿಸಿದ್ದರು ಎಂದು ತಿಳಿಸಿದರು.: [1158, 436, 1494, 451]
eid-procession-photo: [1142, 1139, 1502, 1287]
issue-date: 19th JUNE 2025: [1087, 305, 1190, 320]
elephant-figure: [144, 2118, 192, 2174]
continued-on-page-3[interactable]: 3ನೇ ಪುಟಕ್ಕೆ ...: [1408, 1892, 1470, 1905]
elephant-headline[interactable]: ಕಾಡಾನೆ ಸಂಚಾರ: ಬದುಕು ದುಸ್ತರ: [12, 1940, 396, 1980]
eid-byline: [972, 1127, 1156, 1141]
page-number: Page: 4: [1271, 305, 1321, 320]
ashoka-chakra-icon: [922, 777, 950, 804]
lead-column-4: [1136, 416, 1504, 1044]
elephant-column-2: ಹಿಂಡಿನಿಂದ ಕಾರ್ಮಿಕರು ಹಾಗೂ ಬೆಳೆಗಾರರು ತತ್ತರಿಸಿಹೋಗಿದ್ದಾರೆ. ಏಕಕಾಲಕ್ಕೆ ಕಾಫಿ ತೋಟಗಳಿಗೆ ಕುರಿಮಂದೆಯಂತೆ ನುಗ್ಗುತ್ತಿರುವ ಹತ್ತಾರು ಕಾಡಾನೆಗಳಿಂದ ಹಲವು ವರ್ಷಗಳ ರೊಬಸ್ಟಾ, ಅರೇಬಿಕ, ಅಡಿಕೆ,ಬಾಳೆ, ಏಲಕ್ಕಿ: [200, 2272, 378, 2364]
rain-headline[interactable]: [576, 1066, 940, 1154]
elephant-byline: [20, 2268, 204, 2283]
